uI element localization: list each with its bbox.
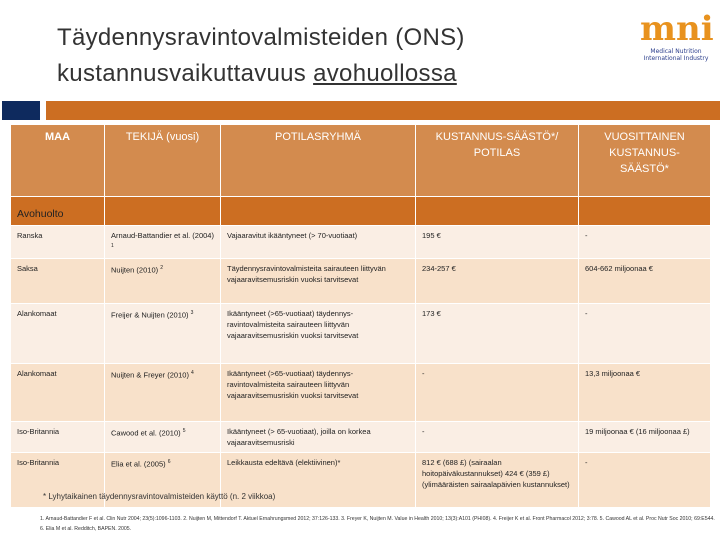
author-text: Elia et al. (2005) [111, 459, 166, 468]
cost-effectiveness-table [10, 124, 711, 508]
cell-annual-saving: 13,3 miljoonaa € [579, 363, 711, 421]
cell-saving-per-patient: 173 € [416, 303, 579, 363]
cell-author [105, 303, 221, 363]
table-row [11, 226, 711, 259]
cell-country: Saksa [11, 258, 105, 303]
cell-saving-per-patient: 234-257 € [416, 258, 579, 303]
title-line-2-prefix: kustannusvaikuttavuus [57, 60, 314, 87]
cell-country: Iso-Britannia [11, 452, 105, 507]
cell-annual-saving: - [579, 226, 711, 259]
cell-country: Alankomaat [11, 363, 105, 421]
cell-patient-group: Leikkausta edeltävä (elektiivinen)* [221, 452, 416, 507]
table-row [11, 303, 711, 363]
title-line-2 [57, 56, 465, 92]
cell-patient-group: Täydennysravintovalmisteita sairauteen liittyvän vajaaravitsemusriskin vuoksi tarvitsevat [221, 258, 416, 303]
footnote: * Lyhytaikainen täydennysravintovalmisteiden käyttö (n. 2 viikkoa) [43, 492, 276, 501]
author-text: Nuijten & Freyer (2010) [111, 370, 189, 379]
title-line-1: Täydennysravintovalmisteiden (ONS) [57, 24, 465, 51]
cell-saving-per-patient: 812 € (688 £) (sairaalan hoitopäiväkustannukset) 424 € (359 £) (ylimääräisten sairaalapäivien kustannukset) [416, 452, 579, 507]
reference-number: 3 [190, 309, 194, 316]
cell-country: Iso-Britannia [11, 421, 105, 452]
cell-saving-per-patient: 195 € [416, 226, 579, 259]
section-cell [416, 197, 579, 226]
author-text: Arnaud-Battandier et al. (2004) [111, 231, 214, 240]
cell-patient-group: Ikääntyneet (>65-vuotiaat) täydennys-ravintovalmisteita sairauteen liittyvän vajaaravitsemusriskin vuoksi tarvitsevat [221, 303, 416, 363]
cell-author [105, 258, 221, 303]
cell-annual-saving: 19 miljoonaa € (16 miljoonaa £) [579, 421, 711, 452]
header-annual-saving: VUOSITTAINEN KUSTANNUS-SÄÄSTÖ* [579, 125, 711, 197]
navy-accent-block [2, 101, 40, 120]
table-row [11, 258, 711, 303]
cell-annual-saving: - [579, 303, 711, 363]
slide-title [57, 20, 465, 92]
cell-country: Ranska [11, 226, 105, 259]
orange-accent-bar [46, 101, 720, 120]
section-cell [221, 197, 416, 226]
reference-number: 6 [167, 458, 171, 465]
logo-text-2: International Industry [643, 55, 709, 62]
table-header-row [11, 125, 711, 197]
cell-author [105, 226, 221, 259]
references: 1. Arnaud-Battandier F et al. Clin Nutr 2004; 23(5):1096-1103. 2. Nuijten M, Mittendorf T. Aktuel Ernahrungsmed 2012; 37:126-133. 3. Freyer K, Nuijten M. Value in Health 2010; 13(3):A101 (PHI08). 4. Freijer K et al. Front Pharmacol 2012; 3:78. 5. Cawood AL et al. Proc Nutr Soc 2010; 69:E544. 6. Elia M et al. Redditch, BAPEN. 2005. [40, 516, 715, 532]
table-row [11, 421, 711, 452]
cell-patient-group: Ikääntyneet (> 65-vuotiaat), joilla on korkea vajaaravitsemusriski [221, 421, 416, 452]
title-underlined-word: avohuollossa [313, 60, 457, 87]
section-label: Avohuolto [11, 197, 105, 226]
section-cell [579, 197, 711, 226]
author-text: Freijer & Nuijten (2010) [111, 310, 189, 319]
cell-author [105, 421, 221, 452]
header-author: TEKIJÄ (vuosi) [105, 125, 221, 197]
header-country: MAA [11, 125, 105, 197]
section-cell [105, 197, 221, 226]
cell-patient-group: Ikääntyneet (>65-vuotiaat) täydennys-ravintovalmisteita sairauteen liittyvän vajaaravitsemusriskin vuoksi tarvitsevat [221, 363, 416, 421]
reference-number: 1 [111, 243, 114, 249]
reference-number: 4 [191, 369, 194, 376]
logo-mark: mni [640, 9, 714, 49]
reference-number: 5 [182, 427, 186, 434]
cell-patient-group: Vajaaravitut ikääntyneet (> 70-vuotiaat) [221, 226, 416, 259]
section-row [11, 197, 711, 226]
author-text: Cawood et al. (2010) [111, 428, 181, 437]
cell-saving-per-patient: - [416, 421, 579, 452]
author-text: Nuijten (2010) [111, 265, 159, 274]
cell-author [105, 363, 221, 421]
cell-saving-per-patient: - [416, 363, 579, 421]
mni-logo [640, 10, 712, 70]
header-patient-group: POTILASRYHMÄ [221, 125, 416, 197]
cell-annual-saving: 604-662 miljoonaa € [579, 258, 711, 303]
logo-text-1: Medical Nutrition [650, 48, 702, 55]
cell-country: Alankomaat [11, 303, 105, 363]
header-saving-per-patient: KUSTANNUS-SÄÄSTÖ*/ POTILAS [416, 125, 579, 197]
reference-number: 2 [160, 264, 163, 271]
table-row [11, 363, 711, 421]
cell-annual-saving: - [579, 452, 711, 507]
